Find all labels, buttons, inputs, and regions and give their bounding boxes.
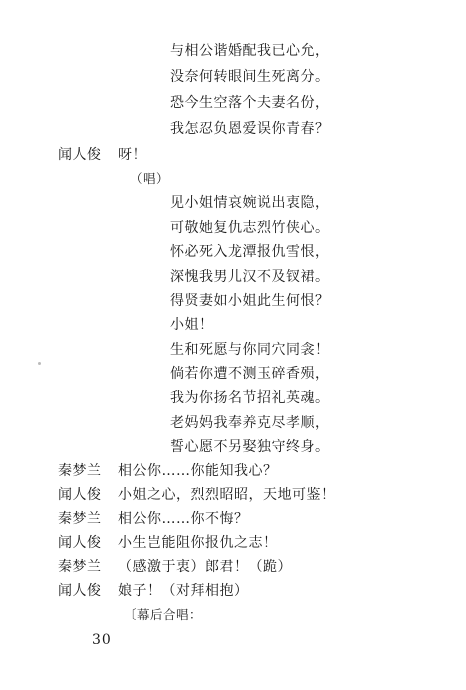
dialogue-line: 呀！ bbox=[118, 147, 147, 163]
dialogue-line: 小姐之心，烈烈昭昭，天地可鉴！ bbox=[118, 487, 336, 503]
speaker-name: 秦梦兰 bbox=[58, 559, 102, 575]
verse-line: 可敬她复仇志烈竹侠心。 bbox=[170, 220, 330, 236]
page-number: 30 bbox=[92, 632, 112, 648]
verse-line: 誓心愿不另娶独守终身。 bbox=[170, 439, 330, 455]
verse-line: 深愧我男儿汉不及钗裙。 bbox=[170, 269, 330, 285]
verse-line: 生和死愿与你同穴同衾！ bbox=[170, 342, 330, 358]
verse-line: 没奈何转眼间生死离分。 bbox=[170, 69, 330, 85]
stage-direction: 〔幕后合唱： bbox=[124, 607, 203, 622]
dialogue-line: 相公你……你不悔？ bbox=[118, 511, 249, 527]
verse-line: 与相公谐婚配我已心允， bbox=[170, 43, 330, 59]
verse-line: 我怎忍负恩爱误你青春？ bbox=[170, 121, 330, 137]
dialogue-line: 小生岂能阻你报仇之志！ bbox=[118, 535, 278, 551]
verse-line: 倘若你遭不测玉碎香殒， bbox=[170, 366, 330, 382]
stage-direction: （唱） bbox=[130, 171, 170, 186]
speaker-name: 闻人俊 bbox=[58, 147, 102, 163]
verse-line: 老妈妈我奉养克尽孝顺， bbox=[170, 415, 330, 431]
verse-line: 恐今生空落个夫妻名份， bbox=[170, 95, 330, 111]
verse-line: 见小姐情哀婉说出衷隐， bbox=[170, 195, 330, 211]
verse-line: 我为你扬名节招礼英魂。 bbox=[170, 390, 330, 406]
verse-line: 怀必死入龙潭报仇雪恨， bbox=[170, 244, 330, 260]
speaker-name: 闻人俊 bbox=[58, 583, 102, 599]
speaker-name: 秦梦兰 bbox=[58, 463, 102, 479]
paper-speck bbox=[38, 362, 41, 365]
speaker-name: 秦梦兰 bbox=[58, 511, 102, 527]
speaker-name: 闻人俊 bbox=[58, 535, 102, 551]
dialogue-line: 相公你……你能知我心？ bbox=[118, 463, 278, 479]
dialogue-line: （感激于衷）郎君！（跪） bbox=[118, 559, 292, 575]
verse-line: 小姐！ bbox=[170, 317, 214, 333]
speaker-name: 闻人俊 bbox=[58, 487, 102, 503]
dialogue-line: 娘子！（对拜相抱） bbox=[118, 583, 249, 599]
verse-line: 得贤妻如小姐此生何恨？ bbox=[170, 293, 330, 309]
